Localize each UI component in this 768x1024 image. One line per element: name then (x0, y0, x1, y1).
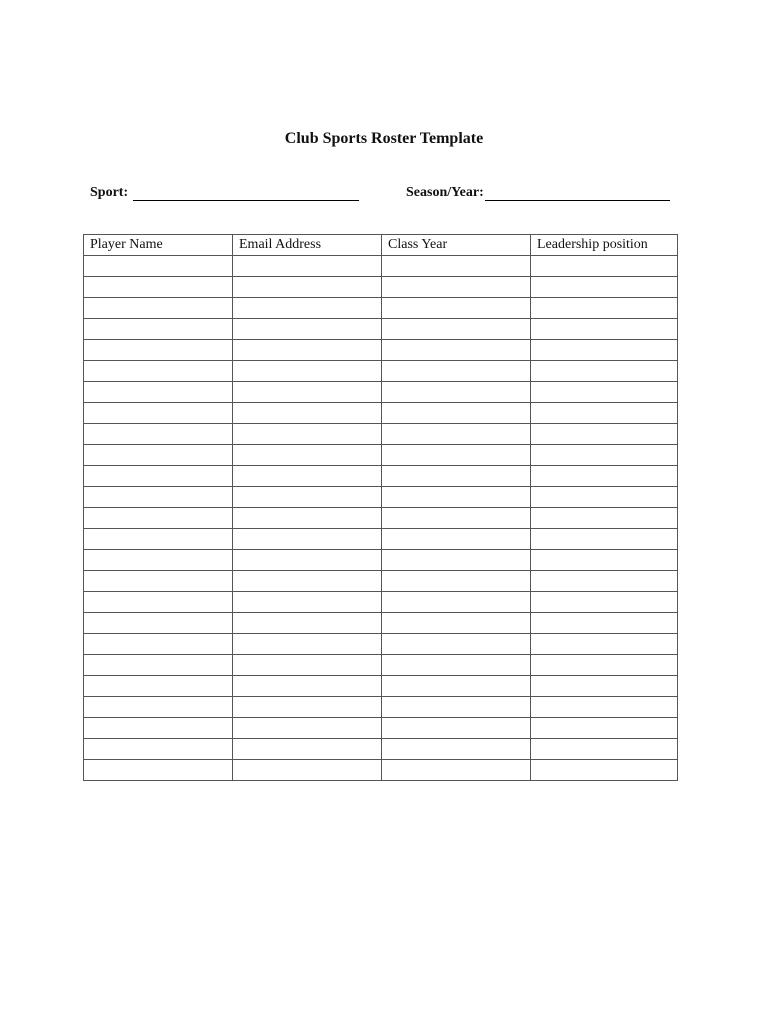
table-cell (531, 634, 678, 655)
column-header-leadership-position: Leadership position (531, 235, 678, 256)
table-row (84, 760, 678, 781)
table-cell (84, 592, 233, 613)
table-cell (382, 424, 531, 445)
table-cell (531, 655, 678, 676)
table-cell (84, 298, 233, 319)
table-cell (382, 382, 531, 403)
table-cell (531, 550, 678, 571)
table-cell (233, 508, 382, 529)
table-cell (382, 739, 531, 760)
table-cell (233, 571, 382, 592)
table-cell (531, 382, 678, 403)
table-row (84, 445, 678, 466)
table-cell (84, 319, 233, 340)
table-cell (382, 466, 531, 487)
table-cell (531, 466, 678, 487)
table-cell (382, 319, 531, 340)
table-row (84, 613, 678, 634)
table-cell (382, 445, 531, 466)
table-cell (84, 382, 233, 403)
table-cell (531, 760, 678, 781)
table-cell (84, 256, 233, 277)
table-cell (382, 298, 531, 319)
table-cell (531, 298, 678, 319)
table-cell (531, 739, 678, 760)
table-cell (531, 487, 678, 508)
table-cell (84, 760, 233, 781)
table-cell (233, 340, 382, 361)
table-cell (233, 466, 382, 487)
season-year-label: Season/Year: (406, 185, 484, 200)
table-cell (84, 424, 233, 445)
table-cell (233, 529, 382, 550)
table-cell (531, 697, 678, 718)
table-cell (382, 697, 531, 718)
table-header-row (84, 235, 678, 256)
table-cell (382, 613, 531, 634)
table-cell (233, 718, 382, 739)
table-cell (382, 592, 531, 613)
table-cell (233, 550, 382, 571)
table-cell (531, 676, 678, 697)
table-cell (84, 403, 233, 424)
season-year-field (406, 183, 670, 203)
table-cell (233, 256, 382, 277)
table-row (84, 655, 678, 676)
table-cell (233, 298, 382, 319)
table-cell (531, 508, 678, 529)
table-cell (233, 277, 382, 298)
table-cell (233, 655, 382, 676)
table-cell (84, 655, 233, 676)
table-row (84, 298, 678, 319)
table-row (84, 277, 678, 298)
table-cell (84, 466, 233, 487)
table-cell (531, 613, 678, 634)
table-cell (84, 508, 233, 529)
table-cell (382, 340, 531, 361)
table-cell (382, 361, 531, 382)
table-row (84, 676, 678, 697)
table-cell (233, 676, 382, 697)
sport-label: Sport: (90, 185, 129, 200)
table-cell (382, 550, 531, 571)
table-cell (84, 697, 233, 718)
sport-blank-line (133, 184, 359, 201)
table-row (84, 340, 678, 361)
table-cell (233, 697, 382, 718)
table-row (84, 739, 678, 760)
column-header-player-name: Player Name (84, 235, 233, 256)
table-row (84, 571, 678, 592)
table-cell (84, 613, 233, 634)
table-row (84, 403, 678, 424)
table-cell (84, 361, 233, 382)
table-cell (531, 319, 678, 340)
table-row (84, 382, 678, 403)
table-cell (382, 403, 531, 424)
table-cell (84, 445, 233, 466)
table-cell (531, 256, 678, 277)
table-cell (233, 361, 382, 382)
table-cell (233, 739, 382, 760)
table-cell (233, 403, 382, 424)
table-cell (382, 508, 531, 529)
table-cell (233, 760, 382, 781)
table-cell (233, 487, 382, 508)
table-row (84, 424, 678, 445)
table-cell (382, 676, 531, 697)
table-cell (233, 592, 382, 613)
table-cell (84, 718, 233, 739)
table-cell (84, 676, 233, 697)
table-cell (382, 487, 531, 508)
table-cell (382, 277, 531, 298)
table-cell (382, 718, 531, 739)
column-header-class-year: Class Year (382, 235, 531, 256)
table-cell (233, 634, 382, 655)
column-header-email-address: Email Address (233, 235, 382, 256)
roster-body (84, 256, 678, 781)
table-cell (233, 424, 382, 445)
table-cell (84, 739, 233, 760)
table-row (84, 592, 678, 613)
table-cell (382, 634, 531, 655)
table-cell (84, 277, 233, 298)
table-cell (531, 403, 678, 424)
table-cell (233, 613, 382, 634)
table-cell (382, 571, 531, 592)
table-row (84, 487, 678, 508)
table-cell (531, 361, 678, 382)
table-row (84, 256, 678, 277)
table-row (84, 697, 678, 718)
table-row (84, 466, 678, 487)
table-cell (531, 592, 678, 613)
table-cell (84, 487, 233, 508)
table-cell (233, 382, 382, 403)
table-cell (84, 529, 233, 550)
table-row (84, 718, 678, 739)
table-cell (84, 571, 233, 592)
table-cell (382, 760, 531, 781)
roster-table (83, 234, 678, 781)
season-year-blank-line (485, 184, 670, 201)
sport-field (90, 183, 359, 203)
table-cell (84, 550, 233, 571)
table-cell (382, 529, 531, 550)
page-title: Club Sports Roster Template (284, 130, 484, 147)
table-cell (84, 634, 233, 655)
table-cell (531, 340, 678, 361)
table-cell (531, 445, 678, 466)
table-row (84, 361, 678, 382)
table-row (84, 529, 678, 550)
table-cell (531, 571, 678, 592)
table-cell (382, 655, 531, 676)
table-cell (531, 529, 678, 550)
table-row (84, 634, 678, 655)
table-cell (233, 445, 382, 466)
table-row (84, 550, 678, 571)
table-cell (233, 319, 382, 340)
table-row (84, 508, 678, 529)
table-cell (382, 256, 531, 277)
table-cell (531, 277, 678, 298)
table-cell (84, 340, 233, 361)
table-cell (531, 718, 678, 739)
table-row (84, 319, 678, 340)
table-cell (531, 424, 678, 445)
